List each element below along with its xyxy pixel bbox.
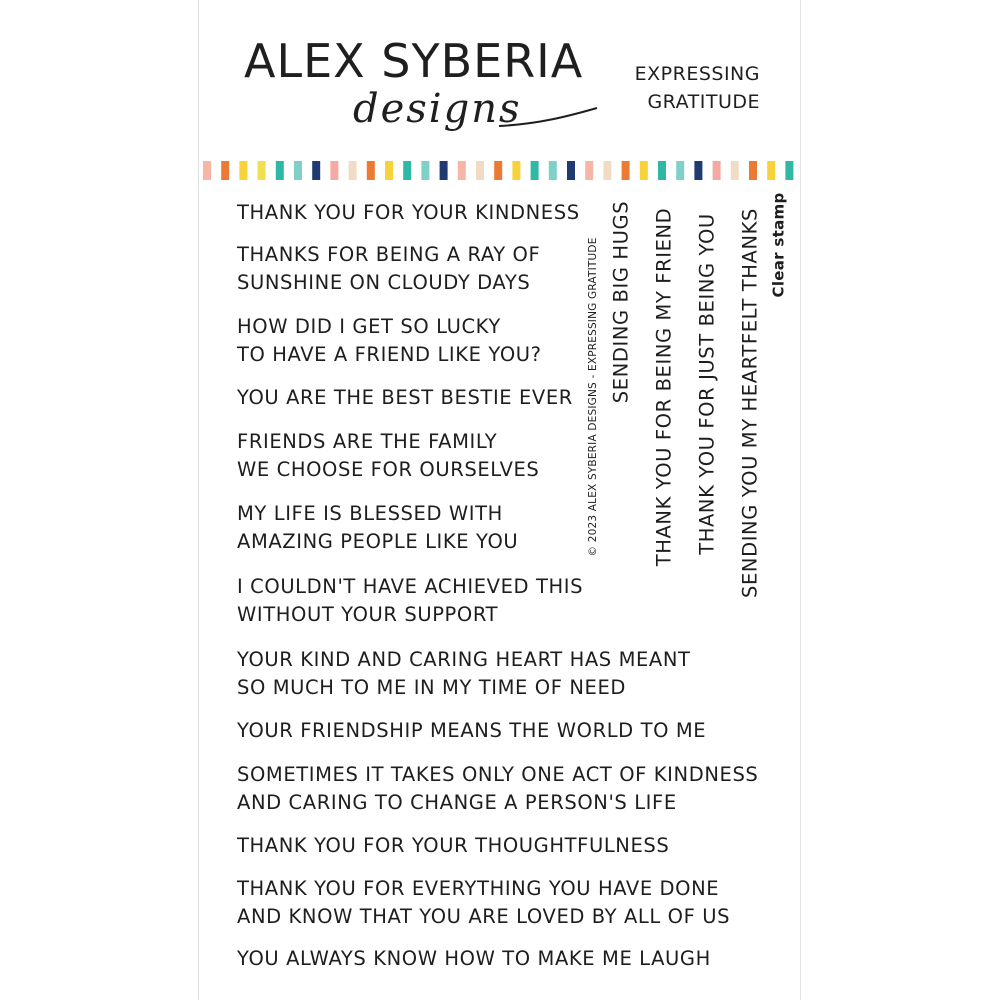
stripe-swatch: [440, 161, 448, 180]
sentiment-line: SOMETIMES IT TAKES ONLY ONE ACT OF KINDNESS: [237, 763, 759, 786]
sentiment-line: THANK YOU FOR YOUR KINDNESS: [237, 201, 580, 224]
sentiment-line: I COULDN'T HAVE ACHIEVED THIS: [237, 575, 584, 598]
stripe-swatch: [731, 161, 739, 180]
sentiment-line: THANKS FOR BEING A RAY OF: [237, 243, 541, 266]
stripe-swatch: [203, 161, 211, 180]
stripe-swatch: [658, 161, 666, 180]
stripe-swatch: [330, 161, 338, 180]
sentiment-line: AND CARING TO CHANGE A PERSON'S LIFE: [237, 791, 677, 814]
stripe-swatch: [549, 161, 557, 180]
stripe-swatch: [640, 161, 648, 180]
stripe-swatch: [567, 161, 575, 180]
sentiment-just-being-you: THANK YOU FOR JUST BEING YOU: [695, 213, 719, 555]
stripe-swatch: [294, 161, 302, 180]
color-stripe: [199, 161, 800, 180]
stripe-swatch: [585, 161, 593, 180]
sentiment-line: THANK YOU FOR YOUR THOUGHTFULNESS: [237, 834, 670, 857]
set-title-line-1: EXPRESSING: [634, 63, 760, 85]
sentiment-line: FRIENDS ARE THE FAMILY: [237, 430, 498, 453]
stripe-swatch: [239, 161, 247, 180]
stripe-swatch: [512, 161, 520, 180]
sentiment-line: YOU ARE THE BEST BESTIE EVER: [237, 386, 573, 409]
stripe-swatch: [367, 161, 375, 180]
sentiment-line: YOU ALWAYS KNOW HOW TO MAKE ME LAUGH: [237, 947, 711, 970]
copyright-text: © 2023 ALEX SYBERIA DESIGNS - EXPRESSING GRATITUDE: [586, 237, 599, 557]
sentiment-line: SO MUCH TO ME IN MY TIME OF NEED: [237, 676, 626, 699]
stripe-swatch: [694, 161, 702, 180]
set-title: [590, 60, 760, 116]
stripe-swatch: [312, 161, 320, 180]
stripe-swatch: [349, 161, 357, 180]
stripe-swatch: [258, 161, 266, 180]
stripe-swatch: [531, 161, 539, 180]
stripe-swatch: [603, 161, 611, 180]
brand-script-logo: [349, 86, 599, 136]
stripe-swatch: [221, 161, 229, 180]
stripe-swatch: [785, 161, 793, 180]
stripe-swatch: [458, 161, 466, 180]
sentiment-line: THANK YOU FOR EVERYTHING YOU HAVE DONE: [237, 877, 720, 900]
stripe-swatch: [767, 161, 775, 180]
sentiment-heartfelt-thanks: SENDING YOU MY HEARTFELT THANKS: [738, 207, 762, 599]
sentiment-sending-big-hugs: SENDING BIG HUGS: [609, 200, 633, 404]
stripe-swatch: [403, 161, 411, 180]
stamp-card: [199, 0, 800, 1000]
brand-name: ALEX SYBERIA: [244, 34, 584, 88]
stripe-swatch: [385, 161, 393, 180]
stripe-swatch: [494, 161, 502, 180]
stripe-swatch: [476, 161, 484, 180]
sentiment-line: WITHOUT YOUR SUPPORT: [237, 603, 499, 626]
sentiment-line: YOUR FRIENDSHIP MEANS THE WORLD TO ME: [237, 719, 707, 742]
sentiment-line: AND KNOW THAT YOU ARE LOVED BY ALL OF US: [237, 905, 731, 928]
sentiment-line: YOUR KIND AND CARING HEART HAS MEANT: [237, 648, 691, 671]
set-title-line-2: GRATITUDE: [647, 91, 760, 113]
clear-stamp-label: Clear stamp: [769, 192, 788, 298]
stripe-swatch: [622, 161, 630, 180]
sentiment-line: SUNSHINE ON CLOUDY DAYS: [237, 271, 531, 294]
sentiment-line: AMAZING PEOPLE LIKE YOU: [237, 530, 519, 553]
stripe-swatch: [749, 161, 757, 180]
sentiment-being-my-friend: THANK YOU FOR BEING MY FRIEND: [652, 207, 676, 567]
stripe-swatch: [421, 161, 429, 180]
sentiment-line: HOW DID I GET SO LUCKY: [237, 315, 501, 338]
sentiment-line: TO HAVE A FRIEND LIKE YOU?: [237, 343, 542, 366]
brand-script-text: designs: [353, 86, 522, 132]
sentiment-line: MY LIFE IS BLESSED WITH: [237, 502, 503, 525]
sentiment-line: WE CHOOSE FOR OURSELVES: [237, 458, 540, 481]
stripe-swatch: [276, 161, 284, 180]
stripe-swatch: [676, 161, 684, 180]
stripe-swatch: [713, 161, 721, 180]
